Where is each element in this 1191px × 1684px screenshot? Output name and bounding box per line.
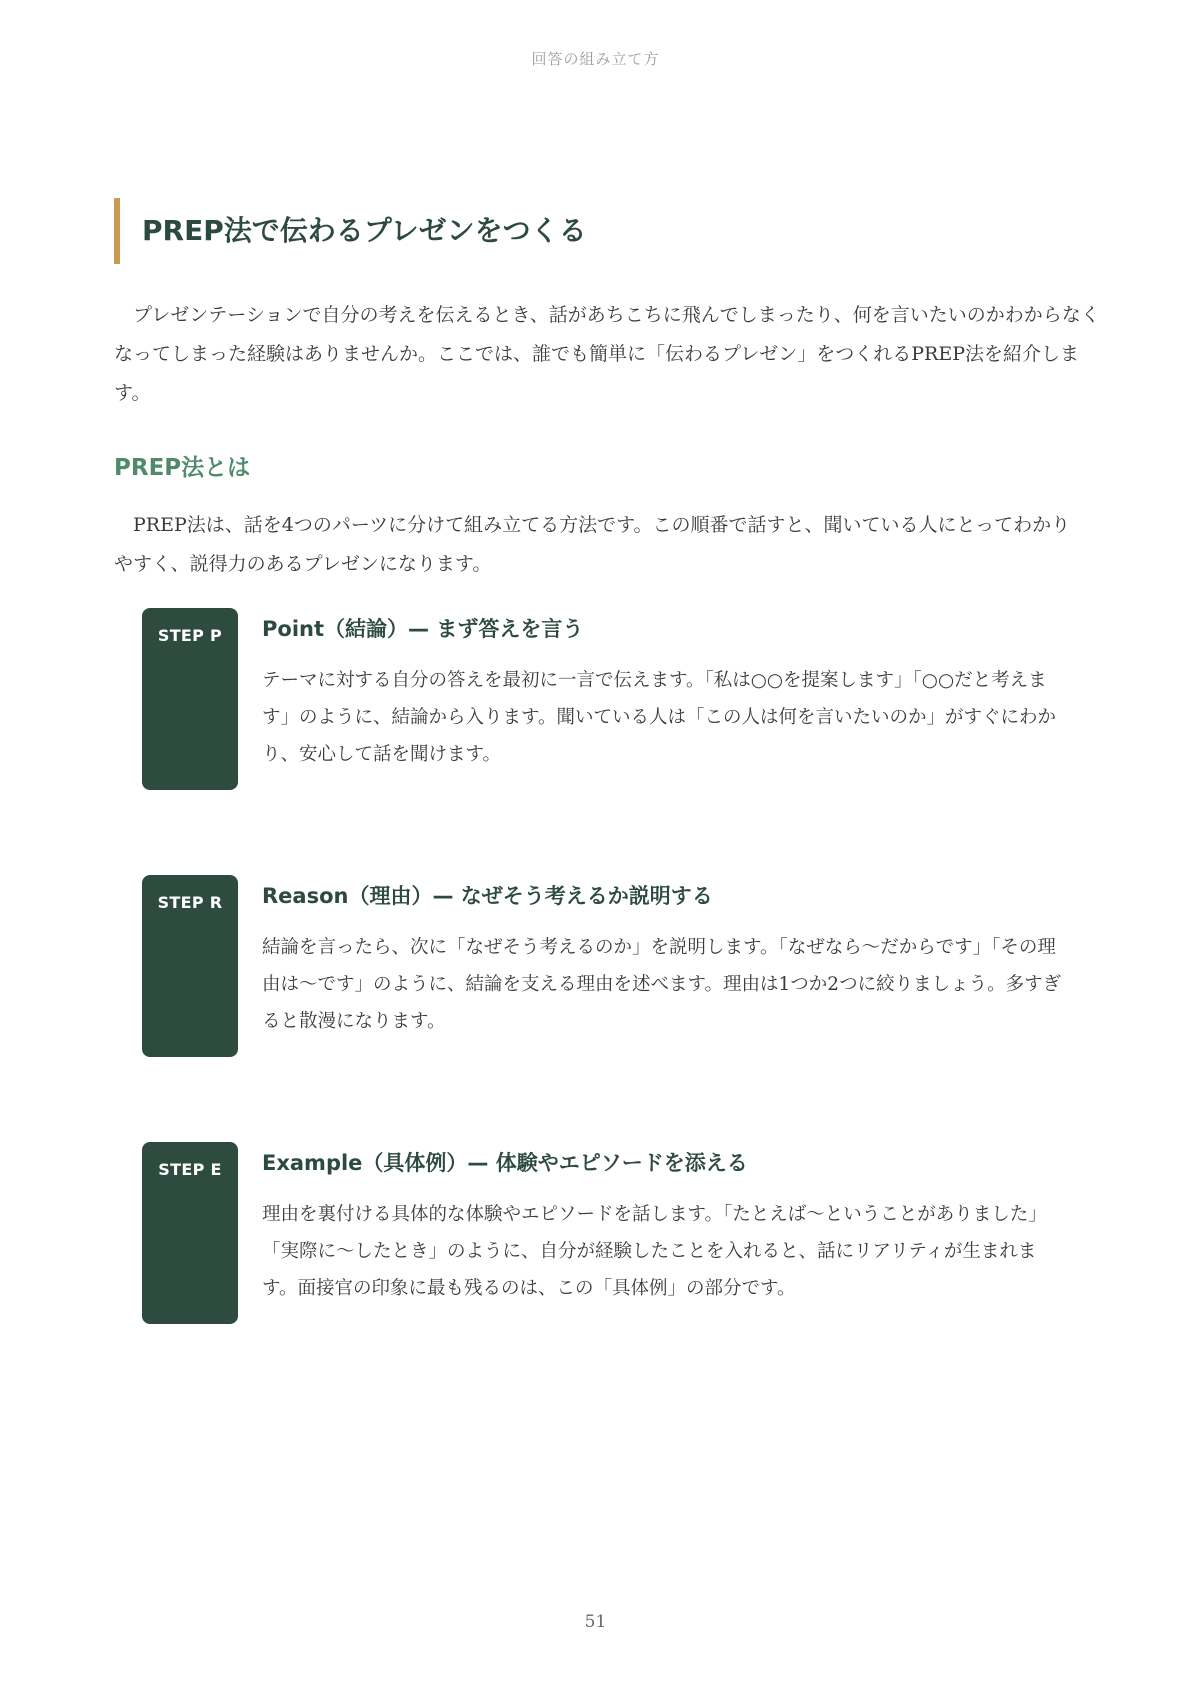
section-heading: PREP法とは <box>114 455 251 481</box>
step-title: Example（具体例）— 体験やエピソードを添える <box>262 1151 748 1175</box>
step-example <box>142 1142 1072 1324</box>
step-point <box>142 608 1072 790</box>
intro-paragraph: プレゼンテーションで自分の考えを伝えるとき、話があちこちに飛んでしまったり、何を言いたいのかわからなくなってしまった経験はありませんか。ここでは、誰でも簡単に「伝わるプレゼン」をつくれるPREP法を紹介します。 <box>114 304 1100 404</box>
step-text: テーマに対する自分の答えを最初に一言で伝えます。「私は○○を提案します」「○○だと考えます」のように、結論から入ります。聞いている人は「この人は何を言いたいのか」がすぐにわかり、安心して話を聞けます。 <box>262 670 1057 765</box>
step-text: 理由を裏付ける具体的な体験やエピソードを話します。「たとえば〜ということがありました」「実際に〜したとき」のように、自分が経験したことを入れると、話にリアリティが生まれます。面接官の印象に最も残るのは、この「具体例」の部分です。 <box>262 1204 1047 1299</box>
section-paragraph: PREP法は、話を4つのパーツに分けて組み立てる方法です。この順番で話すと、聞いている人にとってわかりやすく、説得力のあるプレゼンになります。 <box>114 514 1071 575</box>
step-badge: STEP R <box>142 875 238 1057</box>
step-title: Reason（理由）— なぜそう考えるか説明する <box>262 884 713 908</box>
step-badge: STEP E <box>142 1142 238 1324</box>
page-title: PREP法で伝わるプレゼンをつくる <box>142 214 587 247</box>
step-reason <box>142 875 1072 1057</box>
page-number: 51 <box>584 1612 607 1632</box>
step-text: 結論を言ったら、次に「なぜそう考えるのか」を説明します。「なぜなら〜だからです」「その理由は〜です」のように、結論を支える理由を述べます。理由は1つか2つに絞りましょう。多すぎると散漫になります。 <box>262 937 1062 1032</box>
step-title: Point（結論）— まず答えを言う <box>262 617 584 641</box>
title-accent-bar <box>114 198 120 264</box>
step-badge: STEP P <box>142 608 238 790</box>
running-header: 回答の組み立て方 <box>531 50 660 68</box>
title-block <box>114 198 1094 264</box>
